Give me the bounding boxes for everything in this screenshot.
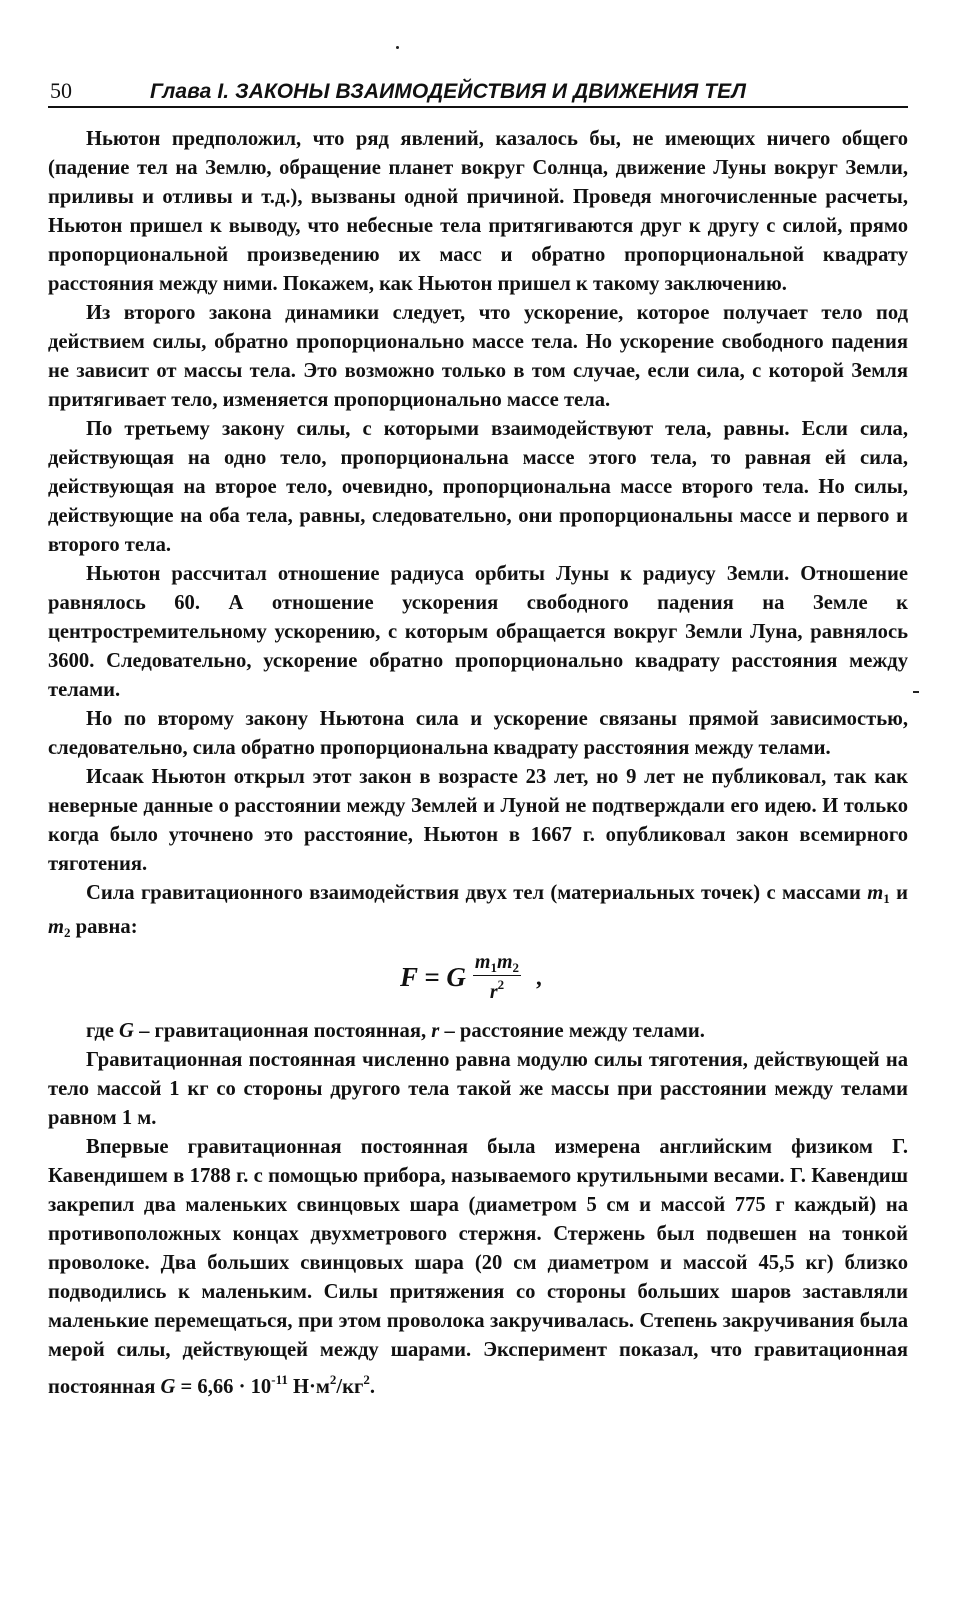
paragraph-4: Ньютон рассчитал отношение радиуса орбиты Луны к радиусу Земли. Отношение равнялось 60. А отношение ускорения свободного падения на Земле к центростремительному ускорению, с которым обращается вокруг Земли Луна, равнялось 3600. Следовательно, ускорение обратно пропорционально квадрату расстояния между телами.	[48, 563, 908, 701]
explanation-after: – расстояние между телами.	[439, 1020, 705, 1042]
numerator-mass-one: m	[474, 951, 491, 973]
mass-one-subscript: 1	[883, 891, 890, 906]
formula-fraction	[473, 952, 521, 1003]
mass-two-subscript: 2	[64, 925, 71, 940]
formula-left-side: F = G	[400, 961, 466, 992]
mass-two-symbol: m	[48, 916, 65, 938]
numerator-subscript-one: 1	[490, 960, 497, 975]
explanation-middle: – гравитационная постоянная,	[133, 1020, 432, 1042]
paragraph-3: По третьему закону силы, с которыми взаимодействуют тела, равны. Если сила, действующая на одно тело, пропорциональна массе этого тела, то равная ей сила, действующая на второе тело, очевидно, пропорциональна массе второго тела. Но силы, действующие на оба тела, равны, следовательно, они пропорциональны массе и первого и второго тела.	[48, 418, 908, 556]
book-page	[48, 78, 908, 1578]
scan-dot	[396, 46, 399, 49]
body-text	[48, 125, 908, 1402]
numerator-mass-two: m	[496, 951, 513, 973]
paragraph-1: Ньютон предположил, что ряд явлений, казалось бы, не имеющих ничего общего (падение тел на Землю, обращение планет вокруг Солнца, движение Луны вокруг Земли, приливы и отливы и т.д.), вызваны одной причиной. Проведя многочисленные расчеты, Ньютон пришел к выводу, что небесные тела притягиваются друг к другу с силой, прямо пропорциональной произведению их масс и обратно пропорциональной квадрату расстояния между ними. Покажем, как Ньютон пришел к такому заключению.	[48, 128, 908, 295]
unit-meter-square: 2	[329, 1372, 337, 1387]
unit-kilogram: /кг	[336, 1376, 364, 1398]
gravity-constant-unit: Н·м	[287, 1376, 330, 1398]
gravity-constant-exponent: -11	[271, 1372, 288, 1387]
paragraph-5: Но по второму закону Ньютона сила и ускорение связаны прямой зависимостью, следовательно, сила обратно пропорциональна квадрату расстояния между телами.	[48, 708, 908, 759]
running-head	[48, 78, 908, 108]
formula-intro-before: Сила гравитационного взаимодействия двух тел (материальных точек) с массами	[86, 882, 868, 904]
formula-explanation	[48, 1017, 908, 1046]
formula-content	[400, 952, 542, 1003]
gravity-constant-value: = 6,66 · 10	[175, 1376, 272, 1398]
formula-intro-after: равна:	[70, 916, 138, 938]
gravity-constant-symbol: G	[119, 1020, 134, 1042]
page-number: 50	[50, 78, 72, 103]
final-paragraph-text: Впервые гравитационная постоянная была измерена английским физиком Г. Кавендишем в 1788 г. с помощью прибора, называемого крутильными весами. Г. Кавендиш закрепил два маленьких свинцовых шара (диаметром 5 см и массой 775 г каждый) на противоположных концах двухметрового стержня. Стержень был подвешен на тонкой проволоке. Два больших свинцовых шара (20 см диаметром и массой 45,5 кг) близко подводились к маленьким. Силы притяжения со стороны больших шаров заставляли маленькие перемещаться, при этом проволока закручивалась. Степень закручивания была мерой силы, действующей между шарами. Эксперимент показал, что гравитационная постоянная	[48, 1136, 908, 1398]
distance-symbol: r	[431, 1020, 440, 1042]
unit-kilogram-square: 2	[363, 1372, 370, 1387]
formula-intro-and: и	[889, 882, 908, 904]
paragraph-2: Из второго закона динамики следует, что ускорение, которое получает тело под действием силы, обратно пропорционально массе тела. Но ускорение свободного падения не зависит от массы тела. Это возможно только в том случае, если сила, с которой Земля притягивает тело, изменяется пропорционально массе тела.	[48, 302, 908, 411]
denominator-square: 2	[497, 976, 505, 992]
paragraph-6: Исаак Ньютон открыл этот закон в возрасте 23 лет, но 9 лет не публиковал, так как неверные данные о расстоянии между Землей и Луной не подтверждали его идею. И только когда было уточнено это расстояние, Ньютон в 1667 г. опубликовал закон всемирного тяготения.	[48, 766, 908, 875]
mass-one-symbol: m	[867, 882, 884, 904]
explanation-before: где	[86, 1020, 120, 1042]
chapter-title: Глава I. ЗАКОНЫ ВЗАИМОДЕЙСТВИЯ И ДВИЖЕНИЯ ТЕЛ	[150, 80, 747, 103]
numerator-subscript-two: 2	[512, 960, 520, 975]
formula-numerator	[473, 952, 521, 976]
formula-intro-paragraph	[48, 879, 908, 947]
formula-comma: ,	[536, 964, 542, 990]
final-paragraph	[48, 1133, 908, 1402]
denominator-distance: r	[489, 980, 498, 1003]
margin-mark	[913, 691, 919, 693]
formula-denominator	[490, 976, 504, 1003]
final-gravity-constant-symbol: G	[160, 1376, 176, 1398]
final-period: .	[369, 1376, 376, 1398]
paragraph-7: Гравитационная постоянная численно равна модулю силы тяготения, действующей на тело массой 1 кг со стороны другого тела такой же массы при расстоянии между телами равном 1 м.	[48, 1049, 908, 1129]
gravity-formula	[48, 947, 908, 1017]
